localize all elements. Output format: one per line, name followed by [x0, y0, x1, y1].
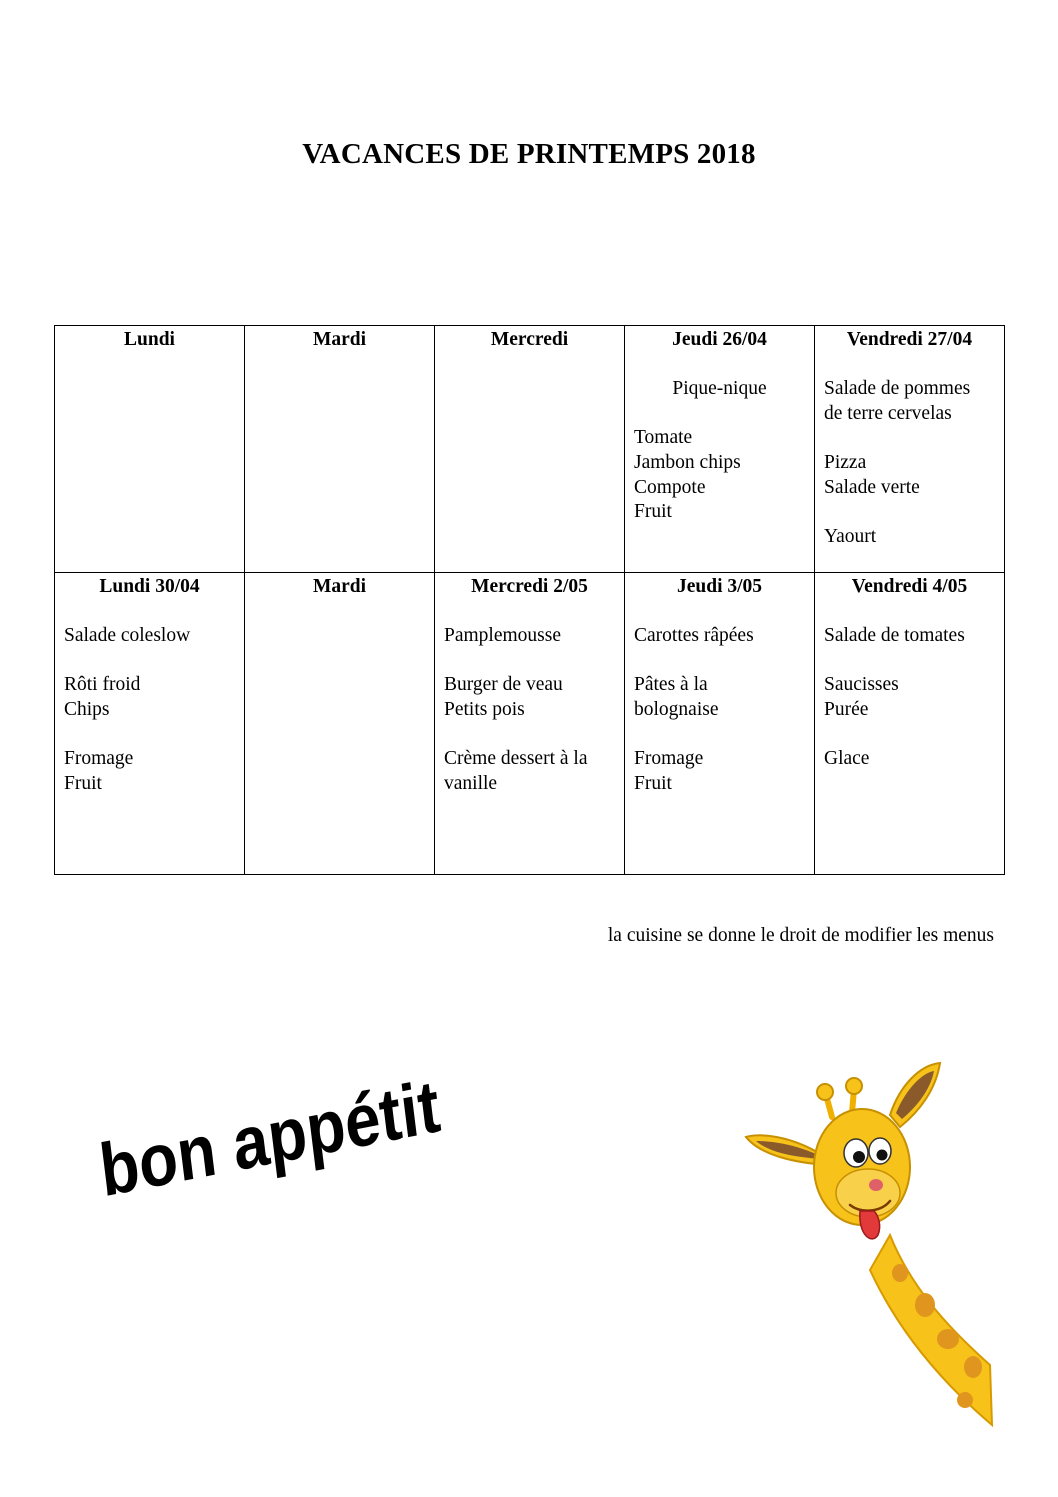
day-heading: Mercredi 2/05: [471, 576, 588, 597]
day-cell: [245, 326, 435, 573]
menu-line: Crème dessert à la: [444, 748, 588, 770]
menu-line: Salade de pommes: [824, 378, 971, 400]
day-cell: [815, 573, 1005, 875]
day-cell: [815, 326, 1005, 573]
menu-line: Fruit: [64, 772, 102, 794]
day-heading: Lundi: [124, 329, 175, 350]
menu-line: de terre cervelas: [824, 402, 952, 424]
menu-line: Burger de veau: [444, 674, 563, 696]
menu-line: bolognaise: [634, 698, 719, 720]
menu-line: Pamplemousse: [444, 625, 561, 647]
day-cell: [625, 326, 815, 573]
menu-table: [54, 325, 1005, 875]
menu-line: Salade verte: [824, 476, 920, 498]
menu-line: Salade de tomates: [824, 625, 965, 647]
bon-appetit-text: bon appétit: [95, 1053, 497, 1213]
day-heading: Jeudi 26/04: [672, 329, 767, 350]
day-cell: [625, 573, 815, 875]
menu-line: Salade coleslow: [64, 625, 191, 647]
disclaimer-note: la cuisine se donne le droit de modifier les menus: [607, 925, 994, 946]
menu-line: vanille: [444, 772, 498, 794]
menu-line: Petits pois: [444, 698, 525, 720]
giraffe-icon: [740, 1055, 1000, 1435]
day-cell: [435, 573, 625, 875]
menu-line: Yaourt: [824, 525, 877, 547]
menu-line: Saucisses: [824, 674, 899, 696]
menu-line: Fromage: [634, 748, 704, 770]
day-heading: Vendredi 4/05: [851, 576, 968, 597]
day-heading: Mercredi: [490, 329, 569, 350]
day-cell: [245, 573, 435, 875]
menu-line: Fruit: [634, 772, 672, 794]
week-row-1: [55, 326, 1005, 573]
menu-line: Carottes râpées: [634, 625, 754, 647]
day-heading: Mardi: [312, 576, 367, 597]
menu-line: Pique-nique: [672, 378, 767, 400]
menu-line: Tomate: [634, 427, 693, 449]
day-heading: Lundi 30/04: [99, 576, 200, 597]
menu-line: Pizza: [824, 451, 867, 473]
menu-line: Chips: [64, 698, 110, 720]
day-cell: [435, 326, 625, 573]
menu-line: Rôti froid: [64, 674, 141, 696]
day-cell: [55, 573, 245, 875]
page-title: VACANCES DE PRINTEMPS 2018: [302, 138, 756, 170]
menu-line: Pâtes à la: [634, 674, 708, 696]
menu-line: Purée: [824, 698, 869, 720]
day-cell: [55, 326, 245, 573]
menu-line: Fromage: [64, 748, 134, 770]
menu-line: Compote: [634, 476, 706, 498]
menu-line: Fruit: [634, 501, 672, 523]
bon-appetit-wordart: [95, 1020, 497, 1213]
day-heading: Vendredi 27/04: [846, 329, 973, 350]
week-row-2: [55, 573, 1005, 875]
menu-line: Jambon chips: [634, 451, 741, 473]
menu-line: Glace: [824, 748, 870, 770]
day-heading: Jeudi 3/05: [676, 576, 763, 597]
day-heading: Mardi: [312, 329, 367, 350]
